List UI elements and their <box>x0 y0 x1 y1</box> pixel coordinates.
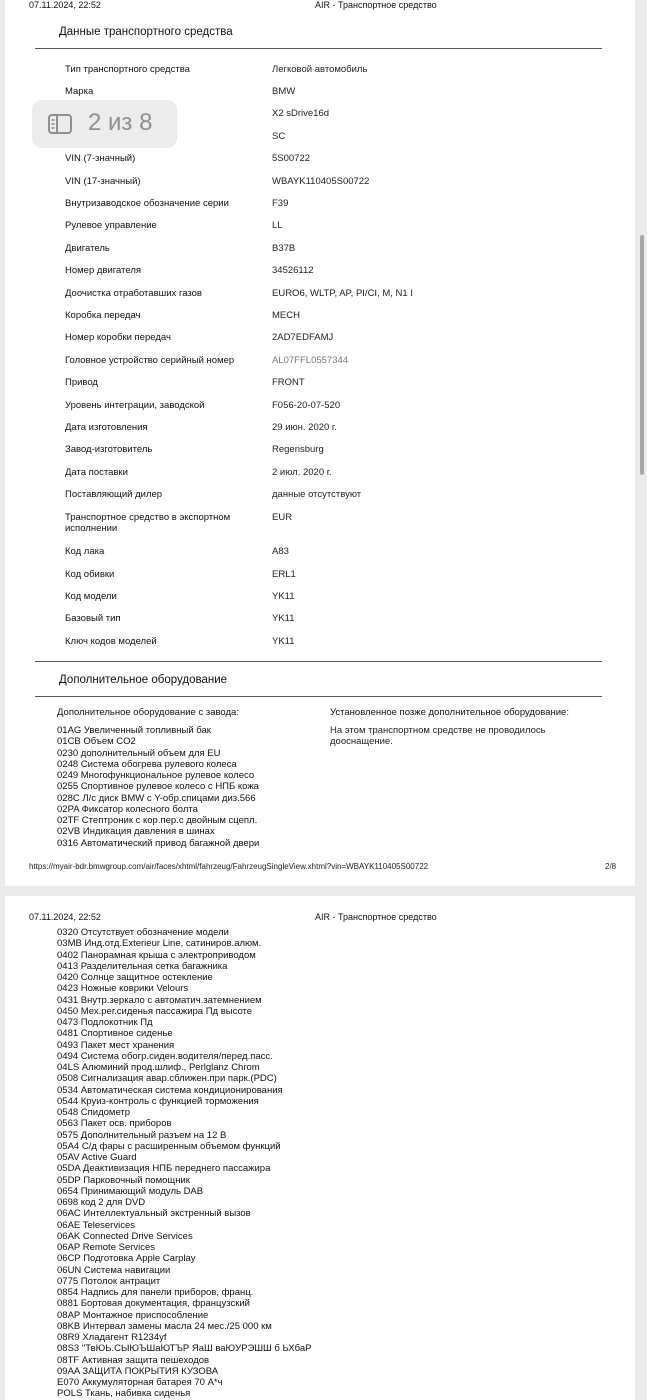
list-item: 0881 Бортовая документация, французский <box>57 1298 250 1310</box>
list-item: 06AP Remote Services <box>57 1242 156 1253</box>
list-item: 06AK Connected Drive Services <box>57 1230 193 1242</box>
list-item: 0249 Многофункциональное рулевое колесо <box>57 770 255 781</box>
row-value: A83 <box>272 546 289 557</box>
list-item: E070 Аккумуляторная батарея 70 А*ч <box>57 1377 223 1388</box>
list-item: 05AV Active Guard <box>57 1152 137 1163</box>
list-item: 0854 Надпись для панели приборов, франц. <box>57 1287 254 1298</box>
row-value: MECH <box>272 310 300 321</box>
list-item: 0473 Подлокотник Пд <box>57 1017 153 1028</box>
list-item: 02PA Фиксатор колесного болта <box>57 803 198 815</box>
row-value: YK11 <box>272 613 295 624</box>
row-value: 34526112 <box>272 265 314 276</box>
list-item: 05DA Деактивизация НПБ переднего пассажира <box>57 1163 271 1175</box>
row-value: данные отсутствуют <box>272 489 362 500</box>
row-label: Марка <box>65 86 94 97</box>
page-indicator-label: 2 из 8 <box>88 109 153 136</box>
row-value: 2AD7EDFAMJ <box>272 332 334 343</box>
list-item: 09AA ЗАЩИТА ПОКРЫТИЯ КУЗОВА <box>57 1365 219 1377</box>
list-item: 0316 Автоматический привод багажной двери <box>57 837 260 849</box>
row-label: Двигатель <box>65 243 110 254</box>
list-item: 01AG Увеличенный топливный бак <box>57 725 211 736</box>
document-page-2 <box>5 896 635 1400</box>
footer-url: https://myair-bdr.bmwgroup.com/air/faces/xhtml/fahrzeug/FahrzeugSingleView.xhtml?vin=WBAYK110405S00722 <box>29 862 429 871</box>
list-item: 08R9 Хладагент R1234yf <box>57 1332 167 1343</box>
row-value: BMW <box>272 86 296 97</box>
print-title: AIR - Транспортное средство <box>315 0 437 10</box>
list-item: 0450 Мех.рег.сиденья пассажира Пд высоте <box>57 1005 253 1017</box>
list-item: 0413 Разделительная сетка багажника <box>57 960 228 972</box>
list-item: 0481 Спортивное сиденье <box>57 1028 173 1040</box>
list-item: 08AP Монтажное приспособление <box>57 1309 209 1321</box>
row-value: LL <box>272 220 283 231</box>
row-value: YK11 <box>272 636 295 647</box>
list-item: 06UN Система навигации <box>57 1264 171 1276</box>
list-item: 06AC Интеллектуальный экстренный вызов <box>57 1208 251 1220</box>
options-section-title: Дополнительное оборудование <box>59 674 228 686</box>
print-date: 07.11.2024, 22:52 <box>29 0 101 10</box>
row-value: X2 sDrive16d <box>272 108 330 119</box>
row-label: Доочистка отработавших газов <box>65 288 202 299</box>
print-date: 07.11.2024, 22:52 <box>29 912 101 922</box>
row-value: F39 <box>272 198 289 209</box>
list-item: 08S3 "ТвЮЬ.СЫЮЪШаЮТЪР ЯаШ ваЮУРЭШШ б ЬХбаР <box>57 1343 312 1355</box>
factory-options-list <box>57 725 259 849</box>
row-label: Поставляющий дилер <box>65 489 163 500</box>
list-item: 05A4 С/д фары с расширенным объемом функций <box>57 1140 281 1152</box>
list-item: 05DP Парковочный помощник <box>57 1174 190 1186</box>
footer-page-number: 2/8 <box>605 862 617 871</box>
list-item: 0402 Панорамная крыша с электроприводом <box>57 949 256 961</box>
list-item: 0230 дополнительный объем для EU <box>57 747 221 759</box>
list-item: 04LS Алюминий прод.шлиф., Perlglanz Chrom <box>57 1062 260 1073</box>
row-value: YK11 <box>272 591 295 602</box>
row-value: 29 июн. 2020 г. <box>272 422 337 433</box>
list-item: 028C Л/c диск BMW с Y-обр.спицами диз.566 <box>57 792 256 804</box>
list-item: 0508 Сигнализация авар.сближен.при парк.(PDC) <box>57 1073 277 1085</box>
list-item: 0775 Потолок антрацит <box>57 1275 161 1287</box>
list-item: 0698 код 2 для DVD <box>57 1197 146 1208</box>
row-label: Головное устройство серийный номер <box>65 355 235 366</box>
row-label: Транспортное средство в экспортном исполнении <box>65 512 231 534</box>
list-item: 06AE Teleservices <box>57 1219 135 1231</box>
list-item: POLS Ткань, набивка сиденья <box>57 1388 191 1400</box>
retrofit-options-header: Установленное позже дополнительное оборудование: <box>330 707 569 718</box>
list-item: 0534 Автоматическая система кондиционирования <box>57 1084 283 1096</box>
list-item: 01CB Объем CO2 <box>57 736 136 748</box>
row-value: SC <box>272 131 286 142</box>
list-item: 02TF Стептроник с кор.пер.с двойным сцепл. <box>57 815 258 826</box>
row-label: Номер двигателя <box>65 265 142 276</box>
row-label: Дата поставки <box>65 467 128 478</box>
row-label: VIN (7-значный) <box>65 153 136 164</box>
divider <box>35 661 602 662</box>
list-item: 06CP Подготовка Apple Carplay <box>57 1253 196 1265</box>
row-label: Внутризаводское обозначение серии <box>65 198 229 209</box>
row-value: EUR <box>272 512 293 523</box>
row-value: B37B <box>272 243 296 254</box>
list-item: 0563 Пакет осв. приборов <box>57 1118 172 1130</box>
page-indicator[interactable] <box>32 100 177 148</box>
divider <box>35 696 602 697</box>
row-value: 5S00722 <box>272 153 311 164</box>
list-item: 0420 Солнце защитное остекление <box>57 972 213 983</box>
row-label: VIN (17-значный) <box>65 176 141 187</box>
vehicle-section-title: Данные транспортного средства <box>59 26 233 38</box>
list-item: 0423 Ножные коврики Velours <box>57 983 189 995</box>
factory-options-header: Дополнительное оборудование с завода: <box>57 707 239 718</box>
row-value: ERL1 <box>272 569 296 580</box>
row-label: Код модели <box>65 591 117 602</box>
row-value: F056-20-07-520 <box>272 400 341 411</box>
list-item: 0255 Спортивное рулевое колесо с НПБ кожа <box>57 781 259 793</box>
list-item: 03MB Инд.отд.Exterieur Line, сатиниров.алюм. <box>57 938 262 950</box>
divider <box>35 48 602 49</box>
list-item: 08TF Активная защита пешеходов <box>57 1354 210 1366</box>
row-label: Базовый тип <box>65 613 121 624</box>
row-label: Код обивки <box>65 569 115 580</box>
print-title: AIR - Транспортное средство <box>315 912 437 922</box>
vertical-scrollbar[interactable] <box>640 235 644 475</box>
row-label: Дата изготовления <box>65 422 148 433</box>
list-item: 0654 Принимающий модуль DAB <box>57 1185 204 1197</box>
row-value: Regensburg <box>272 444 324 455</box>
list-item: 02VB Индикация давления в шинах <box>57 826 215 838</box>
list-item: 0548 Спидометр <box>57 1107 131 1118</box>
factory-options-list <box>57 927 311 1400</box>
sidebar-panel-icon <box>48 114 72 134</box>
list-item: 08KB Интервал замены масла 24 мес./25 000 км <box>57 1320 272 1332</box>
row-value: Легковой автомобиль <box>272 64 368 75</box>
list-item: 0544 Круиз-контроль с функцией торможения <box>57 1095 259 1107</box>
row-label: Завод-изготовитель <box>65 444 153 455</box>
row-label: Рулевое управление <box>65 220 157 231</box>
list-item: 0494 Система обогр.сиден.водителя/перед.пасс. <box>57 1050 273 1062</box>
row-label: Ключ кодов моделей <box>65 636 157 647</box>
row-value: EURO6, WLTP, AP, PI/CI, M, N1 I <box>272 288 413 299</box>
row-label: Уровень интеграции, заводской <box>65 400 205 411</box>
row-label: Тип транспортного средства <box>65 64 190 75</box>
list-item: 0575 Дополнительный разъем на 12 В <box>57 1129 227 1141</box>
row-label: Код лака <box>65 546 105 557</box>
row-value: 2 июл. 2020 г. <box>272 467 332 478</box>
row-label: Привод <box>65 377 98 388</box>
row-label: Номер коробки передач <box>65 332 171 343</box>
row-value: WBAYK110405S00722 <box>272 176 370 187</box>
row-value: AL07FFL0557344 <box>272 355 349 366</box>
list-item: 0431 Внутр.зеркало с автоматич.затемнением <box>57 994 262 1006</box>
row-value: FRONT <box>272 377 305 388</box>
row-label: Коробка передач <box>65 310 141 321</box>
retrofit-note: На этом транспортном средстве не проводилось дооснащение. <box>330 725 546 747</box>
list-item: 0248 Система обогрева рулевого колеса <box>57 758 237 770</box>
list-item: 0320 Отсутствует обозначение модели <box>57 927 229 938</box>
list-item: 0493 Пакет мест хранения <box>57 1039 175 1051</box>
